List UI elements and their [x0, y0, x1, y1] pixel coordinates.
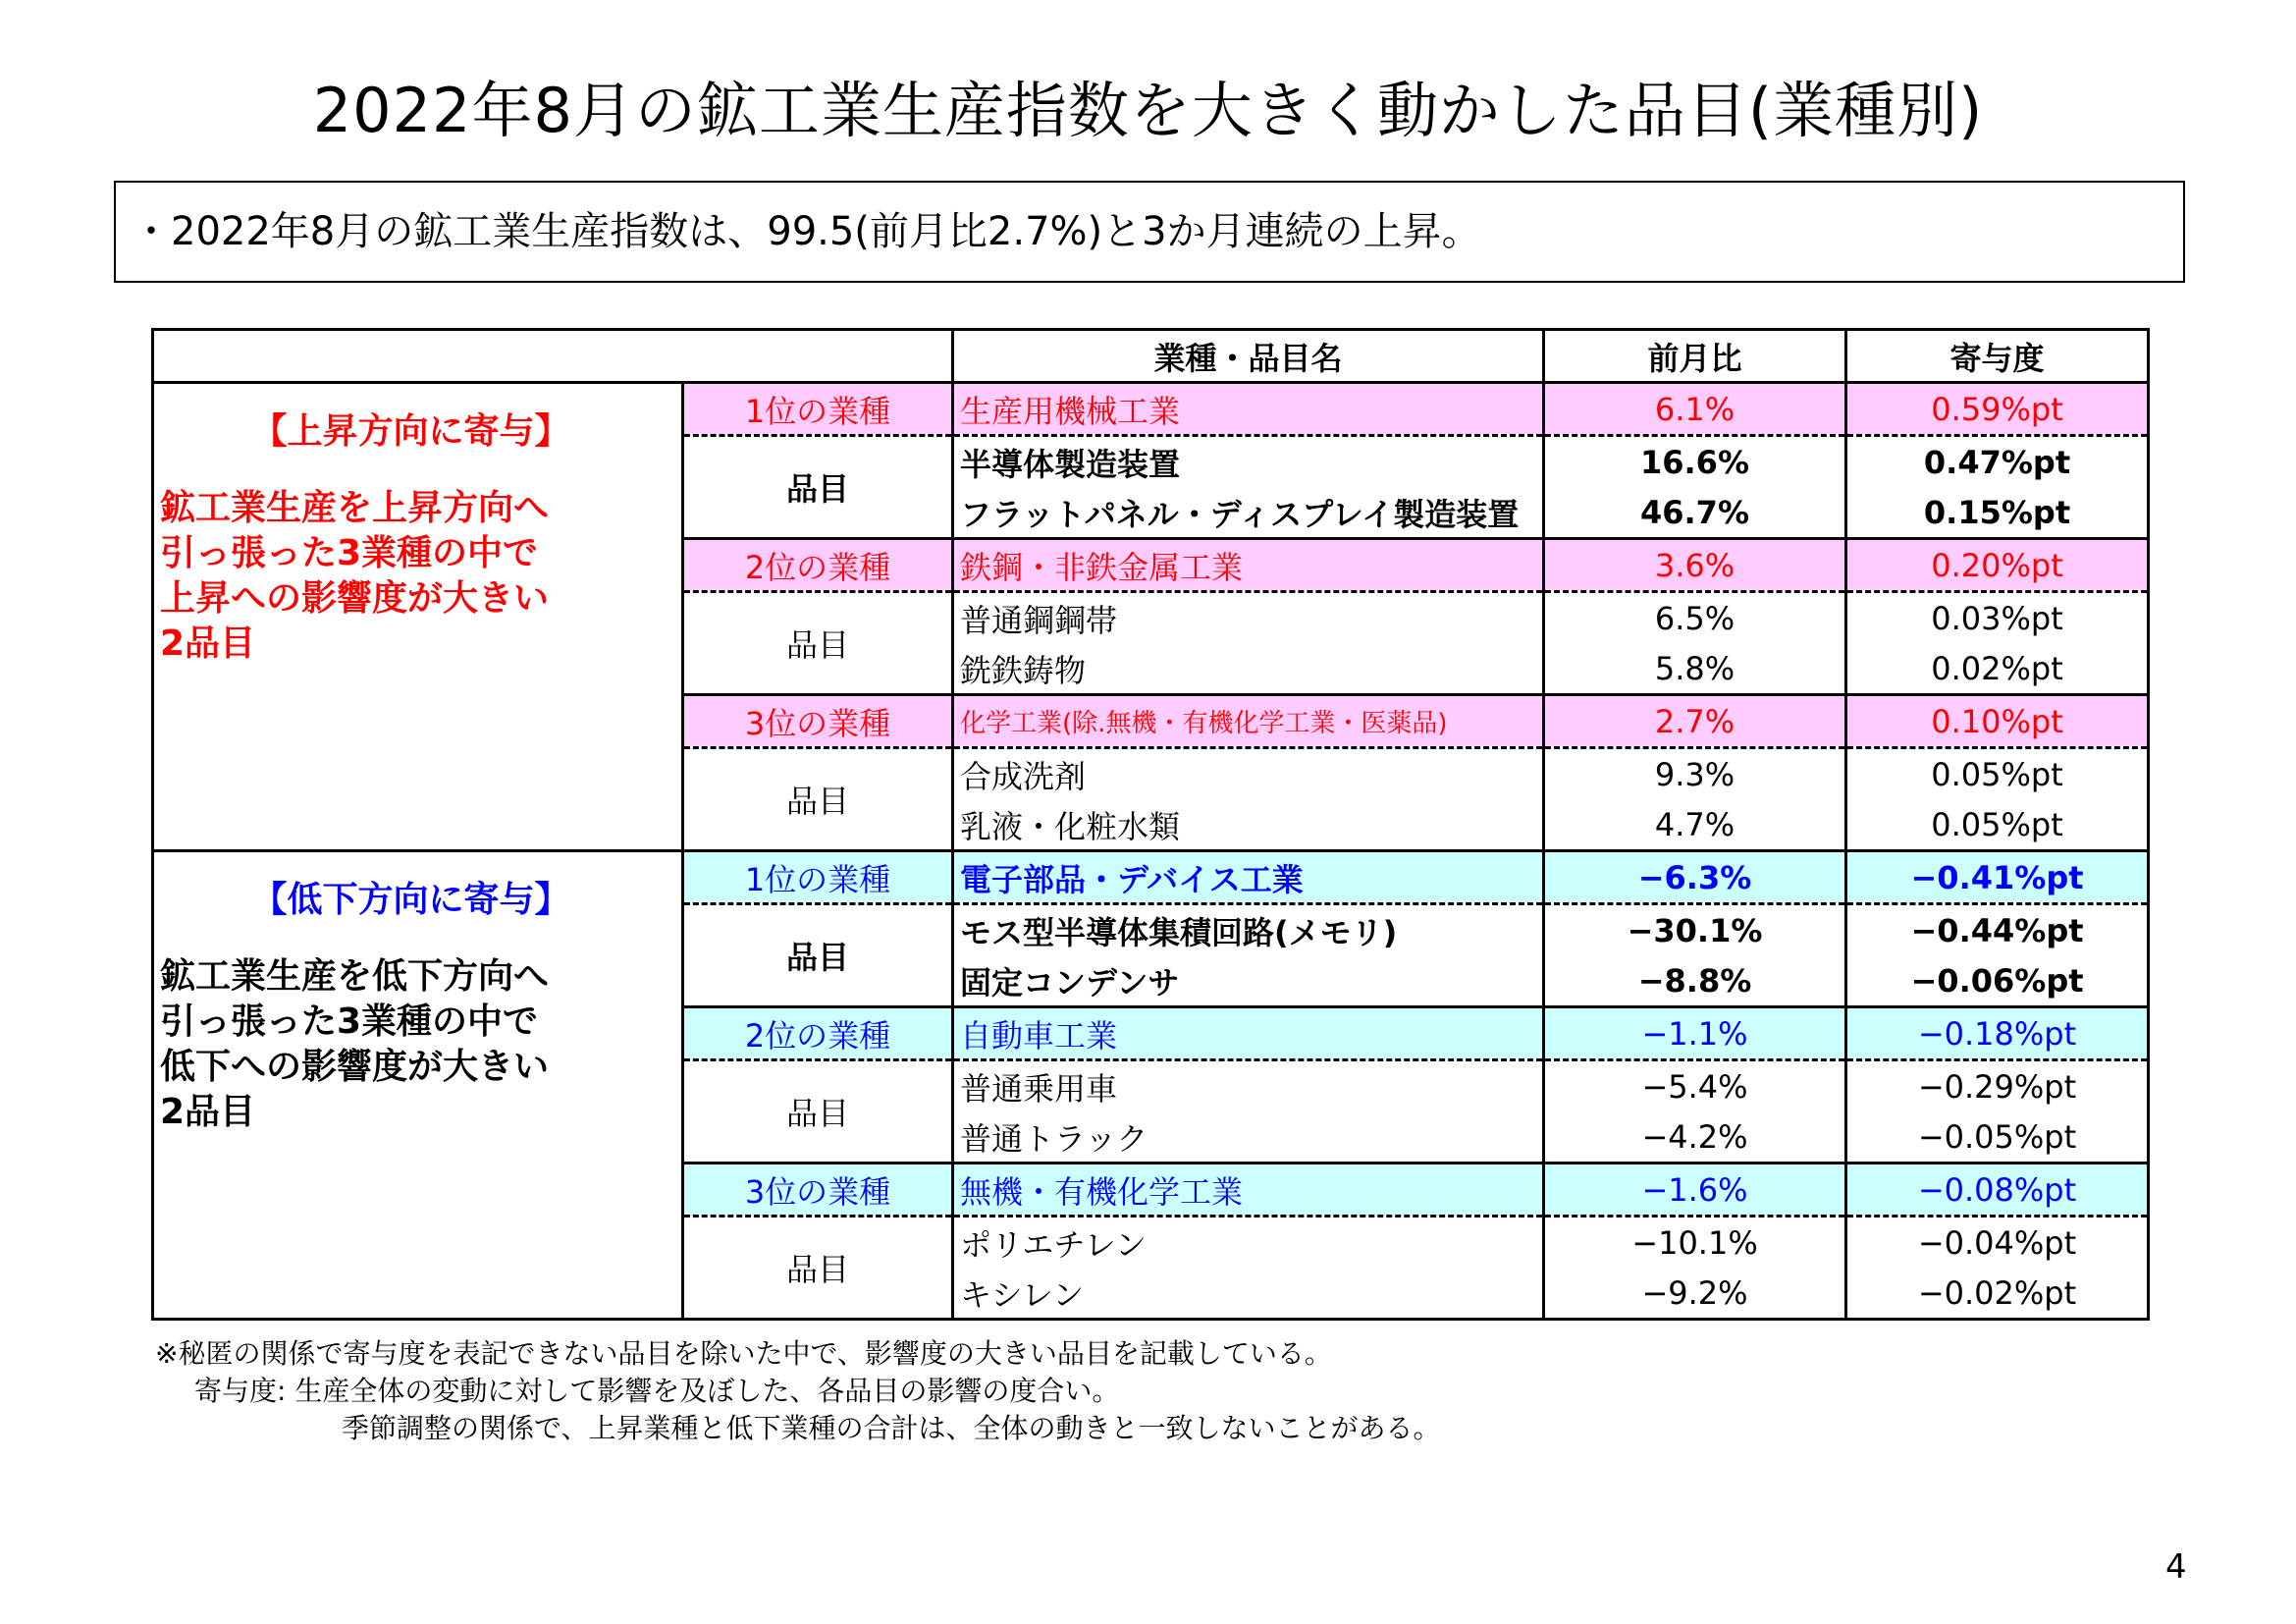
page-title: 2022年8月の鉱工業生産指数を大きく動かした品目(業種別)	[312, 75, 1984, 146]
items-label: 品目	[683, 592, 953, 695]
item-mom: 16.6%	[1544, 436, 1846, 488]
footnote-line: 寄与度: 生産全体の変動に対して影響を及ぼした、各品目の影響の度合い。	[194, 1375, 1120, 1407]
item-contrib: 0.05%pt	[1846, 748, 2149, 800]
down-side-panel	[153, 851, 683, 1320]
down-heading: 【低下方向に寄与】	[251, 880, 570, 920]
item-mom: −9.2%	[1544, 1268, 1846, 1320]
item-name: 半導体製造装置	[953, 436, 1544, 488]
item-contrib: 0.15%pt	[1846, 487, 2149, 539]
item-contrib: −0.04%pt	[1846, 1217, 2149, 1269]
down-desc-line: 低下への影響度が大きい	[160, 1047, 550, 1087]
industry-mom: −1.6%	[1544, 1164, 1846, 1217]
page-number: 4	[2165, 1547, 2187, 1587]
item-name: 乳液・化粧水類	[953, 799, 1544, 851]
item-contrib: 0.05%pt	[1846, 799, 2149, 851]
down-industry-1-row	[153, 851, 2149, 904]
up-industry-1-row	[153, 383, 2149, 436]
item-mom: −10.1%	[1544, 1217, 1846, 1269]
items-label: 品目	[683, 436, 953, 539]
industry-mom: −1.1%	[1544, 1007, 1846, 1060]
item-name: 普通乗用車	[953, 1060, 1544, 1112]
items-label: 品目	[683, 1060, 953, 1164]
header-contrib: 寄与度	[1846, 330, 2149, 383]
item-mom: −8.8%	[1544, 955, 1846, 1007]
contribution-table	[151, 328, 2150, 1321]
item-name: 固定コンデンサ	[953, 955, 1544, 1007]
item-contrib: −0.44%pt	[1846, 904, 2149, 956]
items-label: 品目	[683, 1217, 953, 1320]
industry-rank: 3位の業種	[683, 695, 953, 748]
item-mom: 5.8%	[1544, 643, 1846, 695]
industry-name: 化学工業(除.無機・有機化学工業・医薬品)	[953, 695, 1544, 748]
items-label: 品目	[683, 748, 953, 851]
industry-rank: 3位の業種	[683, 1164, 953, 1217]
item-mom: 9.3%	[1544, 748, 1846, 800]
item-mom: 4.7%	[1544, 799, 1846, 851]
industry-name: 無機・有機化学工業	[953, 1164, 1544, 1217]
item-contrib: −0.29%pt	[1846, 1060, 2149, 1112]
industry-contrib: 0.10%pt	[1846, 695, 2149, 748]
items-label: 品目	[683, 904, 953, 1007]
industry-name: 自動車工業	[953, 1007, 1544, 1060]
item-contrib: 0.02%pt	[1846, 643, 2149, 695]
summary-box: ・2022年8月の鉱工業生産指数は、99.5(前月比2.7%)と3か月連続の上昇。	[114, 181, 2185, 283]
down-desc-line: 2品目	[160, 1092, 256, 1132]
up-heading: 【上昇方向に寄与】	[251, 411, 570, 452]
industry-name: 生産用機械工業	[953, 383, 1544, 436]
item-contrib: −0.02%pt	[1846, 1268, 2149, 1320]
item-contrib: 0.47%pt	[1846, 436, 2149, 488]
down-desc-line: 鉱工業生産を低下方向へ	[160, 956, 550, 997]
industry-rank: 2位の業種	[683, 539, 953, 592]
industry-rank: 1位の業種	[683, 383, 953, 436]
up-desc-line: 引っ張った3業種の中で	[160, 533, 539, 573]
industry-rank: 1位の業種	[683, 851, 953, 904]
item-name: ポリエチレン	[953, 1217, 1544, 1269]
industry-contrib: 0.20%pt	[1846, 539, 2149, 592]
footnotes	[155, 1335, 1440, 1447]
item-mom: −5.4%	[1544, 1060, 1846, 1112]
up-desc-line: 2品目	[160, 623, 256, 664]
industry-contrib: −0.18%pt	[1846, 1007, 2149, 1060]
item-name: フラットパネル・ディスプレイ製造装置	[953, 487, 1544, 539]
industry-mom: 6.1%	[1544, 383, 1846, 436]
item-name: 普通鋼鋼帯	[953, 592, 1544, 644]
down-desc-line: 引っ張った3業種の中で	[160, 1001, 539, 1042]
item-contrib: −0.05%pt	[1846, 1111, 2149, 1164]
item-name: 銑鉄鋳物	[953, 643, 1544, 695]
up-description	[160, 486, 681, 667]
item-mom: −30.1%	[1544, 904, 1846, 956]
item-mom: 6.5%	[1544, 592, 1846, 644]
up-desc-line: 鉱工業生産を上昇方向へ	[160, 488, 550, 528]
industry-name: 鉄鋼・非鉄金属工業	[953, 539, 1544, 592]
industry-name: 電子部品・デバイス工業	[953, 851, 1544, 904]
up-desc-line: 上昇への影響度が大きい	[160, 578, 550, 619]
industry-contrib: 0.59%pt	[1846, 383, 2149, 436]
industry-rank: 2位の業種	[683, 1007, 953, 1060]
header-mom: 前月比	[1544, 330, 1846, 383]
industry-contrib: −0.08%pt	[1846, 1164, 2149, 1217]
industry-mom: −6.3%	[1544, 851, 1846, 904]
industry-mom: 2.7%	[1544, 695, 1846, 748]
table-header-row	[153, 330, 2149, 383]
item-contrib: −0.06%pt	[1846, 955, 2149, 1007]
up-side-panel	[153, 383, 683, 851]
item-contrib: 0.03%pt	[1846, 592, 2149, 644]
header-blank-cell	[153, 330, 953, 383]
item-name: 合成洗剤	[953, 748, 1544, 800]
footnote-line: ※秘匿の関係で寄与度を表記できない品目を除いた中で、影響度の大きい品目を記載している。	[155, 1337, 1332, 1370]
item-name: モス型半導体集積回路(メモリ)	[953, 904, 1544, 956]
item-mom: −4.2%	[1544, 1111, 1846, 1164]
footnote-line: 季節調整の関係で、上昇業種と低下業種の合計は、全体の動きと一致しないことがある。	[342, 1412, 1441, 1444]
item-name: キシレン	[953, 1268, 1544, 1320]
down-description	[160, 954, 681, 1135]
industry-mom: 3.6%	[1544, 539, 1846, 592]
header-name: 業種・品目名	[953, 330, 1544, 383]
industry-contrib: −0.41%pt	[1846, 851, 2149, 904]
item-name: 普通トラック	[953, 1111, 1544, 1164]
item-mom: 46.7%	[1544, 487, 1846, 539]
